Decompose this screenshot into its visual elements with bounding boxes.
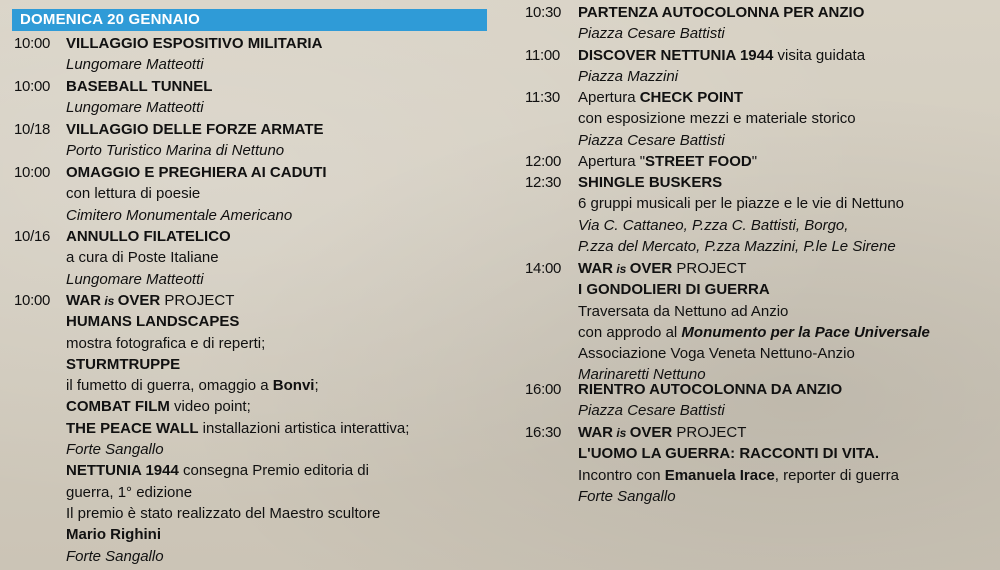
event-details <box>578 45 865 88</box>
event-text: Apertura " <box>578 153 646 170</box>
event-details <box>66 226 231 290</box>
event-details <box>578 422 899 507</box>
event-line <box>578 23 864 44</box>
event-line <box>578 465 899 486</box>
event-line <box>578 422 899 443</box>
event-time: 10:00 <box>14 292 51 309</box>
event-text: visita guidata <box>773 47 866 64</box>
event-text: OVER <box>629 424 673 441</box>
event-details <box>66 76 212 119</box>
event-text: OVER <box>117 292 161 309</box>
event-text: guerra, 1° edizione <box>66 483 193 501</box>
event-text: Piazza Mazzini <box>578 68 679 86</box>
event-text: Mario Righini <box>66 526 161 544</box>
event-line <box>66 375 409 396</box>
event-text: , reporter di guerra <box>774 466 900 484</box>
event-text: P.zza del Mercato, P.zza Mazzini, P.le Le Sirene <box>578 237 896 255</box>
event-text: PARTENZA AUTOCOLONNA PER ANZIO <box>578 4 865 21</box>
event-text: Piazza Cesare Battisti <box>578 402 725 420</box>
event-text: RIENTRO AUTOCOLONNA DA ANZIO <box>578 381 843 398</box>
event-time: 16:30 <box>525 424 562 441</box>
event-details <box>66 33 322 76</box>
event-details <box>66 119 324 162</box>
event-text: L'UOMO LA GUERRA: RACCONTI DI VITA. <box>578 445 880 463</box>
event-line <box>66 226 231 247</box>
event-text: Apertura <box>578 89 640 106</box>
event-text: consegna Premio editoria di <box>178 462 369 480</box>
event-text: installazioni artistica interattiva; <box>198 419 410 437</box>
event-text: " <box>751 153 758 170</box>
event-time: 10:30 <box>525 4 562 21</box>
event-text: Lungomare Matteotti <box>66 270 204 288</box>
event-line <box>66 354 409 375</box>
event-line <box>66 333 409 354</box>
event-line <box>578 172 904 193</box>
event-time: 10:00 <box>14 164 51 181</box>
event-text: ANNULLO FILATELICO <box>66 228 231 245</box>
event-line <box>66 546 409 567</box>
event-text: Piazza Cesare Battisti <box>578 131 725 149</box>
event-details <box>578 151 757 172</box>
event-text: Il premio è stato realizzato del Maestro scultore <box>66 504 381 522</box>
event-text: Bonvi <box>272 377 315 395</box>
event-line <box>578 108 856 129</box>
event-text: con lettura di poesie <box>66 185 201 203</box>
event-line <box>578 151 757 172</box>
event-text: video point; <box>169 398 251 416</box>
event-line <box>66 396 409 417</box>
event-details <box>66 290 409 567</box>
event-text: mostra fotografica e di reperti; <box>66 334 266 352</box>
event-text: PROJECT <box>160 292 235 309</box>
event-text: Porto Turistico Marina di Nettuno <box>66 142 285 160</box>
event-line <box>578 279 930 300</box>
event-text: VILLAGGIO DELLE FORZE ARMATE <box>66 121 324 138</box>
event-text: Piazza Cesare Battisti <box>578 25 725 43</box>
day-header: DOMENICA 20 GENNAIO <box>12 9 487 31</box>
event-text: Associazione Voga Veneta Nettuno-Anzio <box>578 345 855 363</box>
event-text: Traversata da Nettuno ad Anzio <box>578 302 789 320</box>
event-line <box>578 343 930 364</box>
event-text: BASEBALL TUNNEL <box>66 78 213 95</box>
event-line <box>578 2 864 23</box>
event-line <box>578 87 856 108</box>
event-time: 11:00 <box>525 47 560 64</box>
event-time: 10:00 <box>14 78 51 95</box>
event-time: 11:30 <box>525 89 560 106</box>
event-text: STREET FOOD <box>645 153 752 170</box>
event-text: STURMTRUPPE <box>66 355 181 373</box>
event-line <box>66 140 324 161</box>
event-time: 10/16 <box>14 228 51 245</box>
event-line <box>66 269 231 290</box>
event-text: PROJECT <box>672 424 747 441</box>
event-text: Forte Sangallo <box>66 547 164 565</box>
event-line <box>66 311 409 332</box>
event-text: Via C. Cattaneo, P.zza C. Battisti, Borgo, <box>578 216 849 234</box>
event-details <box>578 379 842 422</box>
event-text: THE PEACE WALL <box>66 419 199 437</box>
event-text: CHECK POINT <box>639 89 744 106</box>
event-text: is <box>613 262 630 276</box>
event-text: WAR <box>578 424 613 441</box>
event-line <box>66 183 327 204</box>
event-line <box>66 119 324 140</box>
event-time: 14:00 <box>525 260 562 277</box>
event-details <box>578 2 864 45</box>
event-text: a cura di Poste Italiane <box>66 249 219 267</box>
event-text: is <box>101 294 118 308</box>
event-line <box>66 460 409 481</box>
event-line <box>66 290 409 311</box>
event-text: Emanuela Irace <box>664 466 775 484</box>
event-text: 6 gruppi musicali per le piazze e le vie di Nettuno <box>578 195 905 213</box>
event-text: Forte Sangallo <box>66 441 164 459</box>
event-text: PROJECT <box>672 260 747 277</box>
event-time: 10/18 <box>14 121 51 138</box>
event-line <box>66 418 409 439</box>
event-text: NETTUNIA 1944 <box>66 462 179 480</box>
event-text: OVER <box>629 260 673 277</box>
event-text: SHINGLE BUSKERS <box>578 174 723 191</box>
event-line <box>66 33 322 54</box>
event-line <box>578 130 856 151</box>
event-text: COMBAT FILM <box>66 398 170 416</box>
event-text: Marinaretti Nettuno <box>578 366 706 384</box>
event-details <box>578 172 904 257</box>
event-line <box>578 322 930 343</box>
event-text: WAR <box>578 260 613 277</box>
event-text: Lungomare Matteotti <box>66 99 204 117</box>
event-text: ; <box>314 377 319 395</box>
event-line <box>66 162 327 183</box>
event-line <box>578 258 930 279</box>
event-line <box>578 45 865 66</box>
event-line <box>578 193 904 214</box>
event-text: Monumento per la Pace Universale <box>681 323 930 341</box>
event-details <box>66 162 327 226</box>
event-time: 12:00 <box>525 153 562 170</box>
event-time: 10:00 <box>14 35 51 52</box>
event-text: HUMANS LANDSCAPES <box>66 313 240 331</box>
event-line <box>578 400 842 421</box>
event-text: Cimitero Monumentale Americano <box>66 206 293 224</box>
event-line <box>66 97 212 118</box>
event-text: is <box>613 426 630 440</box>
event-line <box>66 247 231 268</box>
event-text: con esposizione mezzi e materiale storico <box>578 110 856 128</box>
event-line <box>578 443 899 464</box>
event-line <box>578 379 842 400</box>
event-line <box>66 439 409 460</box>
event-line <box>578 486 899 507</box>
event-time: 12:30 <box>525 174 562 191</box>
event-line <box>578 236 904 257</box>
event-line <box>66 524 409 545</box>
event-line <box>578 301 930 322</box>
event-text: DISCOVER NETTUNIA 1944 <box>578 47 774 64</box>
event-line <box>66 482 409 503</box>
event-line <box>66 76 212 97</box>
event-text: Lungomare Matteotti <box>66 56 204 74</box>
event-details <box>578 87 856 151</box>
event-time: 16:00 <box>525 381 562 398</box>
event-text: con approdo al <box>578 323 682 341</box>
event-text: I GONDOLIERI DI GUERRA <box>578 281 770 299</box>
event-text: Incontro con <box>578 466 665 484</box>
event-text: VILLAGGIO ESPOSITIVO MILITARIA <box>66 35 323 52</box>
event-line <box>66 205 327 226</box>
event-line <box>66 503 409 524</box>
event-details <box>578 258 930 386</box>
event-line <box>66 54 322 75</box>
event-text: WAR <box>66 292 101 309</box>
event-line <box>578 66 865 87</box>
event-text: il fumetto di guerra, omaggio a <box>66 377 273 395</box>
event-line <box>578 215 904 236</box>
event-text: Forte Sangallo <box>578 487 676 505</box>
event-text: OMAGGIO E PREGHIERA AI CADUTI <box>66 164 327 181</box>
